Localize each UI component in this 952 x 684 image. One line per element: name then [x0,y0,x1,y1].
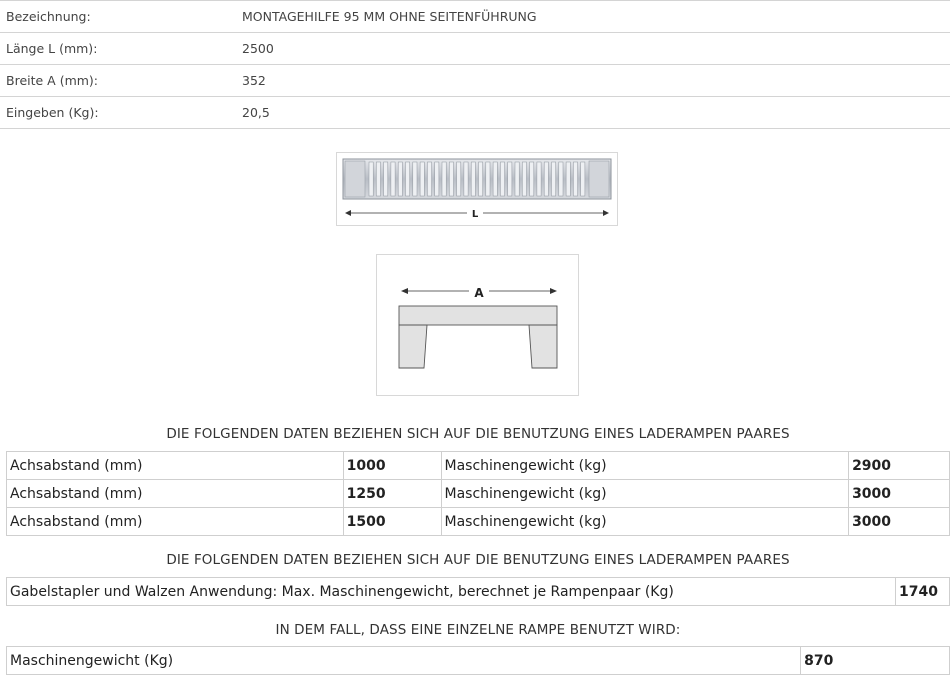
spec-label: Eingeben (Kg): [6,105,99,120]
ramp-slat [500,162,504,196]
ramp-length-drawing [336,152,618,226]
weight-label: Maschinengewicht (kg) [441,452,849,480]
section3-heading: IN DEM FALL, DASS EINE EINZELNE RAMPE BENUTZT WIRD: [275,622,681,638]
ramp-slat [559,162,563,196]
ramp-slat [537,162,541,196]
table-row [7,508,950,536]
spec-value: MONTAGEHILFE 95 MM OHNE SEITENFÜHRUNG [242,9,537,24]
spec-value: 20,5 [242,105,270,120]
ramp-slat [581,162,585,196]
single-ramp-table [6,646,950,675]
spec-table [0,0,950,129]
axle-label: Achsabstand (mm) [7,480,344,508]
forklift-table [6,577,950,606]
ramp-slat [457,162,461,196]
spec-value: 2500 [242,41,274,56]
axle-weight-table [6,451,950,536]
table-row [7,480,950,508]
axle-value: 1000 [343,452,441,480]
forklift-value: 1740 [896,578,950,606]
ramp-slat [515,162,519,196]
spec-label: Breite A (mm): [6,73,99,88]
ramp-width-drawing [376,254,579,396]
spec-row-gewicht [0,97,950,129]
axle-value: 1250 [343,480,441,508]
ramp-slat [420,162,424,196]
ramp-slat [398,162,402,196]
ramp-top-view-svg [337,153,617,225]
ramp-slat [544,162,548,196]
width-label: A [474,286,484,300]
ramp-deck [399,306,557,325]
weight-label: Maschinengewicht (kg) [441,480,849,508]
spec-label: Länge L (mm): [6,41,98,56]
single-ramp-value: 870 [801,647,950,675]
ramp-slat [471,162,475,196]
ramp-slat [522,162,526,196]
ramp-right-flange [529,325,557,368]
table-row [7,578,950,606]
forklift-label: Gabelstapler und Walzen Anwendung: Max. Maschinengewicht, berechnet je Rampenpaar (Kg) [7,578,896,606]
ramp-slat [369,162,373,196]
ramp-slat [413,162,417,196]
table-row [7,452,950,480]
ramp-slat [479,162,483,196]
weight-value: 3000 [849,480,950,508]
spec-value: 352 [242,73,266,88]
spec-row-laenge [0,33,950,65]
ramp-slat [493,162,497,196]
ramp-slat [435,162,439,196]
ramp-slat [376,162,380,196]
spec-row-bezeichnung [0,1,950,33]
ramp-slat [391,162,395,196]
ramp-slat [573,162,577,196]
spec-label: Bezeichnung: [6,9,91,24]
single-ramp-label: Maschinengewicht (Kg) [7,647,801,675]
length-label: L [471,209,479,220]
ramp-slat [508,162,512,196]
ramp-slat [442,162,446,196]
axle-label: Achsabstand (mm) [7,508,344,536]
ramp-slat [384,162,388,196]
weight-value: 3000 [849,508,950,536]
ramp-slat [486,162,490,196]
section2-heading: DIE FOLGENDEN DATEN BEZIEHEN SICH AUF DIE BENUTZUNG EINES LADERAMPEN PAARES [166,552,790,568]
ramp-slat [427,162,431,196]
axle-value: 1500 [343,508,441,536]
ramp-slat [449,162,453,196]
ramp-slat [566,162,570,196]
ramp-slat [406,162,410,196]
spec-row-breite [0,65,950,97]
section1-heading: DIE FOLGENDEN DATEN BEZIEHEN SICH AUF DIE BENUTZUNG EINES LADERAMPEN PAARES [166,426,790,442]
ramp-slat [552,162,556,196]
ramp-left-flange [399,325,427,368]
axle-label: Achsabstand (mm) [7,452,344,480]
weight-label: Maschinengewicht (kg) [441,508,849,536]
ramp-slat [464,162,468,196]
ramp-section-svg [377,255,578,395]
weight-value: 2900 [849,452,950,480]
table-row [7,647,950,675]
ramp-slat [530,162,534,196]
